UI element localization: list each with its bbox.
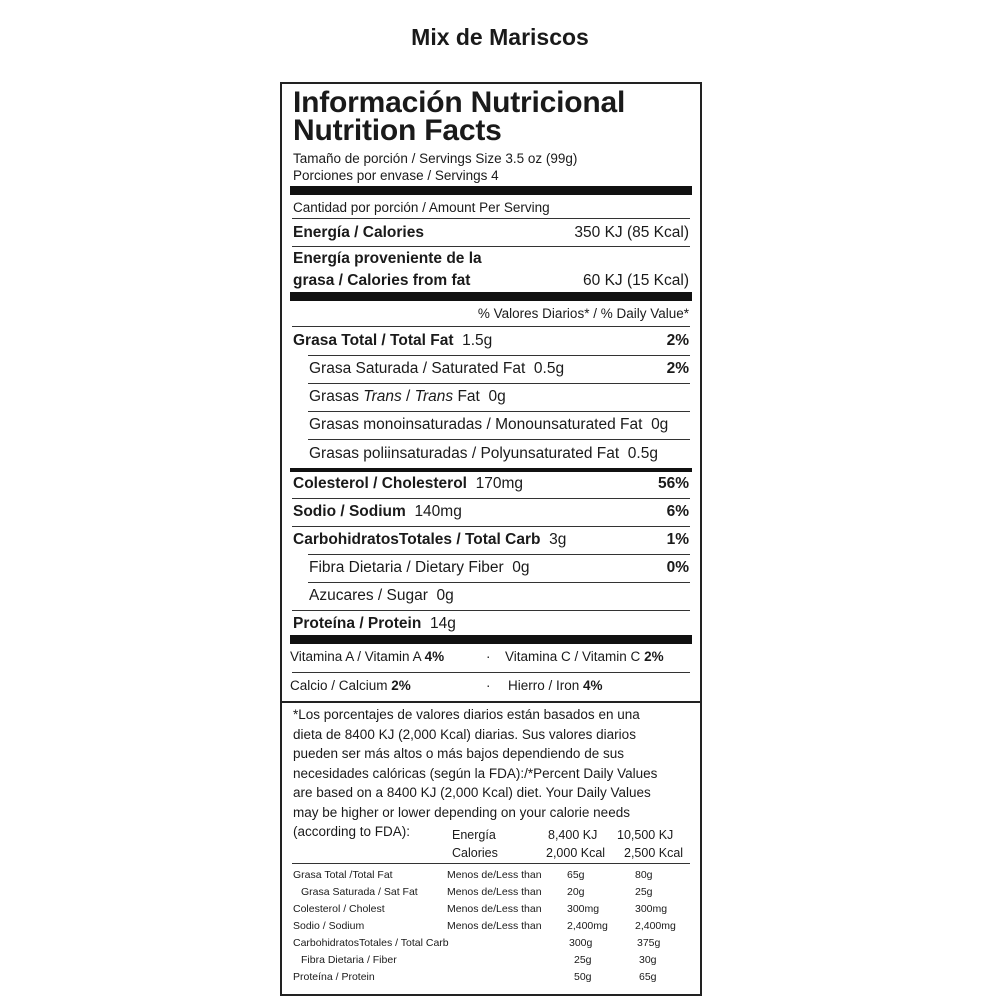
iron (508, 678, 603, 693)
dv-table-row (293, 954, 690, 971)
sat-fat-dv: 2% (666, 360, 689, 377)
dv-kj-2500: 10,500 KJ (617, 828, 674, 842)
cholesterol-label: Colesterol / Cholesterol (293, 475, 467, 492)
divider (308, 582, 690, 583)
divider (308, 355, 690, 356)
footnote (293, 705, 689, 842)
sodium-amount: 140mg (414, 503, 462, 520)
dv-row-name: Sodio / Sodium (293, 920, 365, 932)
dv-row-value-2500: 30g (639, 954, 657, 966)
dv-row-name: Colesterol / Cholest (293, 903, 385, 915)
label-title-en: Nutrition Facts (293, 114, 502, 147)
footnote-line: *Los porcentajes de valores diarios están basados en una (293, 707, 640, 722)
mono-fat-amount: 0g (651, 416, 669, 433)
calories-label: Energía / Calories (293, 224, 424, 241)
fiber-row (293, 559, 689, 577)
vitamin-a (290, 649, 444, 664)
dv-row-value-2000: 20g (567, 886, 585, 898)
poly-fat-amount: 0.5g (627, 445, 658, 462)
product-title: Mix de Mariscos (411, 24, 589, 50)
dv-row-value-2500: 80g (635, 869, 653, 881)
iron-label: Hierro / Iron (508, 678, 580, 693)
footnote-line: dieta de 8400 KJ (2,000 Kcal) diarias. Sus valores diarios (293, 726, 636, 742)
protein-label: Proteína / Protein (293, 615, 422, 632)
dv-row-name: CarbohidratosTotales / Total Carb (293, 937, 449, 949)
total-fat-label: Grasa Total / Total Fat (293, 332, 454, 349)
separator-dot: · (486, 678, 491, 693)
sodium-dv: 6% (666, 503, 689, 520)
divider (292, 863, 690, 864)
vitamin-a-value: 4% (424, 649, 445, 664)
dv-row-value-2000: 300mg (567, 903, 600, 915)
divider (292, 218, 690, 219)
dv-row-value-2000: 300g (569, 937, 593, 949)
poly-fat-label: Grasas poliinsaturadas / Polyunsaturated Fat (309, 445, 620, 462)
dv-row-name: Grasa Saturada / Sat Fat (301, 886, 418, 898)
calcium (290, 678, 411, 693)
divider (292, 326, 690, 327)
sugar-row (293, 587, 689, 605)
footnote-line: are based on a 8400 KJ (2,000 Kcal) diet. Your Daily Values (293, 785, 651, 800)
divider (292, 526, 690, 527)
dv-table-row (293, 971, 690, 988)
total-fat-dv: 2% (666, 332, 689, 349)
servings-per-container: Porciones por envase / Servings 4 (293, 168, 499, 183)
cholesterol-row (293, 475, 689, 493)
calories-value: 350 KJ (85 Kcal) (574, 224, 689, 241)
sugar-amount: 0g (436, 587, 454, 604)
medium-divider (290, 468, 692, 472)
dv-table-row (293, 920, 690, 937)
thick-divider (290, 292, 692, 301)
separator-dot: · (486, 649, 491, 664)
total-fat-amount: 1.5g (462, 332, 493, 349)
fat-calories-row-2 (293, 272, 689, 290)
calcium-value: 2% (391, 678, 411, 693)
vitamin-c-label: Vitamina C / Vitamin C (505, 649, 641, 664)
protein-amount: 14g (429, 615, 456, 632)
dv-energy-label: Energía (452, 828, 496, 842)
trans-fat-label-pre: Grasas (309, 388, 364, 405)
carb-row (293, 531, 689, 549)
trans-fat-label-post: Fat (453, 388, 480, 405)
divider (292, 610, 690, 611)
dv-row-condition: Menos de/Less than (447, 920, 542, 932)
dv-table-row (293, 937, 690, 954)
dv-row-condition: Menos de/Less than (447, 903, 542, 915)
poly-fat-row (293, 445, 689, 463)
dv-row-value-2000: 25g (574, 954, 592, 966)
fiber-amount: 0g (512, 559, 530, 576)
iron-value: 4% (583, 678, 603, 693)
fat-calories-label-1: Energía proveniente de la (293, 250, 482, 267)
dv-row-name: Grasa Total /Total Fat (293, 869, 393, 881)
footnote-line: may be higher or lower depending on your calorie needs (293, 804, 630, 820)
fat-calories-value: 60 KJ (15 Kcal) (583, 272, 689, 289)
fat-calories-label-2: grasa / Calories from fat (293, 272, 471, 289)
cholesterol-dv: 56% (657, 475, 689, 492)
dv-row-value-2500: 2,400mg (635, 920, 676, 932)
amount-per-serving: Cantidad por porción / Amount Per Serving (293, 200, 550, 215)
divider (280, 701, 702, 703)
footnote-line: pueden ser más altos o más bajos dependiendo de sus (293, 746, 624, 761)
fiber-label: Fibra Dietaria / Dietary Fiber (309, 559, 504, 576)
dv-row-value-2000: 65g (567, 869, 585, 881)
footnote-line: (according to FDA): (293, 824, 411, 839)
protein-row (293, 615, 689, 633)
cholesterol-amount: 170mg (475, 475, 524, 492)
footnote-line: necesidades calóricas (según la FDA):/*Percent Daily Values (293, 765, 658, 781)
label-title-es: Información Nutricional (293, 86, 626, 119)
sat-fat-amount: 0.5g (533, 360, 565, 377)
dv-row-value-2500: 375g (637, 937, 661, 949)
vitamin-c-value: 2% (644, 649, 664, 664)
carb-amount: 3g (549, 531, 567, 548)
thick-divider (290, 635, 692, 644)
calcium-label: Calcio / Calcium (290, 678, 388, 693)
divider (308, 383, 690, 384)
fiber-dv: 0% (666, 559, 689, 576)
divider (292, 498, 690, 499)
sodium-label: Sodio / Sodium (293, 503, 406, 520)
mono-fat-label: Grasas monoinsaturadas / Monounsaturated Fat (309, 416, 643, 433)
trans-fat-amount: 0g (488, 388, 506, 405)
vitamin-a-label: Vitamina A / Vitamin A (290, 649, 421, 664)
dv-kj-2000: 8,400 KJ (548, 828, 598, 842)
dv-row-condition: Menos de/Less than (447, 869, 542, 881)
dv-row-value-2500: 25g (635, 886, 653, 898)
divider (308, 439, 690, 440)
thick-divider (290, 186, 692, 195)
trans-fat-label-italic-es: Trans (363, 388, 402, 405)
dv-table-row (293, 869, 690, 886)
sat-fat-label: Grasa Saturada / Saturated Fat (309, 360, 526, 377)
divider (308, 411, 690, 412)
divider (292, 246, 690, 247)
dv-table-row (293, 886, 690, 903)
trans-fat-label-italic-en: Trans (414, 388, 454, 405)
sodium-row (293, 503, 689, 521)
trans-fat-row (293, 388, 689, 406)
daily-value-header-text: % Valores Diarios* / % Daily Value* (477, 306, 689, 321)
dv-row-name: Fibra Dietaria / Fiber (301, 954, 397, 966)
nutrition-label (280, 82, 702, 996)
dv-row-value-2000: 2,400mg (567, 920, 608, 932)
sat-fat-row (293, 360, 689, 378)
serving-size: Tamaño de porción / Servings Size 3.5 oz (99g) (293, 151, 578, 166)
dv-kcal-2000: 2,000 Kcal (546, 846, 606, 860)
dv-calories-label: Calories (452, 846, 498, 860)
dv-row-condition: Menos de/Less than (447, 886, 542, 898)
trans-fat-label-sep: / (401, 388, 415, 405)
carb-label: CarbohidratosTotales / Total Carb (293, 531, 541, 548)
vitamin-c (505, 649, 664, 664)
dv-row-name: Proteína / Protein (293, 971, 375, 983)
dv-row-value-2500: 300mg (635, 903, 668, 915)
divider (292, 672, 690, 673)
dv-row-value-2000: 50g (574, 971, 592, 983)
dv-row-value-2500: 65g (639, 971, 657, 983)
dv-table-row (293, 903, 690, 920)
dv-kcal-2500: 2,500 Kcal (624, 846, 684, 860)
sugar-label: Azucares / Sugar (309, 587, 428, 604)
mono-fat-row (293, 416, 689, 434)
fat-calories-row-1 (293, 250, 689, 268)
divider (308, 554, 690, 555)
carb-dv: 1% (666, 531, 689, 548)
calories-row (293, 224, 689, 242)
daily-value-header (293, 306, 689, 321)
total-fat-row (293, 332, 689, 350)
